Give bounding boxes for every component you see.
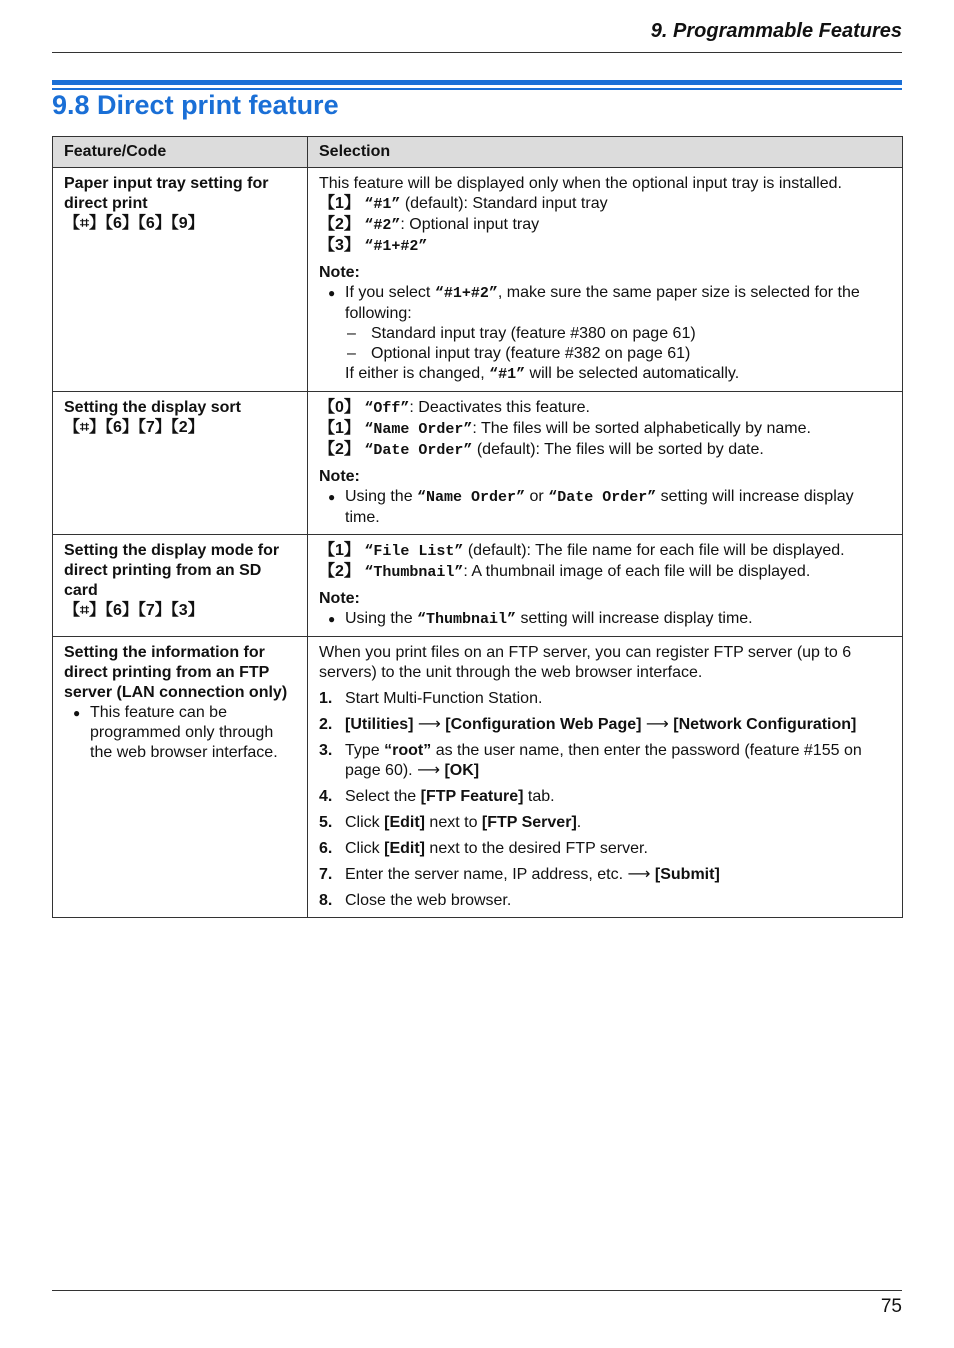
note-text: setting will increase display time.	[516, 610, 753, 627]
step-number: 8.	[319, 892, 333, 909]
option-desc: : Deactivates this feature.	[409, 399, 590, 416]
bullet-icon: ●	[328, 612, 336, 626]
option-key: 【1】	[319, 542, 360, 559]
arrow-right-icon: ⟶	[417, 762, 440, 779]
option-desc: : The files will be sorted alphabetically by name.	[472, 420, 811, 437]
note-value: “Thumbnail”	[417, 611, 517, 628]
step-text: Click	[345, 840, 385, 857]
option-key: 【2】	[319, 563, 360, 580]
feature-code: 【⌗】【6】【7】【2】	[64, 419, 204, 436]
note-text: If either is changed,	[345, 365, 490, 382]
step-text: Start Multi-Function Station.	[345, 690, 543, 707]
step-text: tab.	[523, 788, 555, 805]
step-text: Click	[345, 814, 385, 831]
option-key: 【1】	[319, 195, 360, 212]
page-number: 75	[880, 1296, 902, 1317]
dash-item	[319, 324, 892, 344]
feature-code: 【⌗】【6】【6】【9】	[64, 215, 204, 232]
table-row	[53, 392, 903, 535]
section-bar	[52, 80, 902, 85]
step-number: 7.	[319, 866, 333, 883]
selection-cell	[308, 637, 903, 918]
step-text: Close the web browser.	[345, 892, 512, 909]
step-item	[319, 891, 892, 911]
step-number: 6.	[319, 840, 333, 857]
feature-cell	[53, 535, 308, 637]
note-value: “#1+#2”	[434, 285, 498, 302]
step-item: 4. Select the [FTP Feature] tab.	[319, 788, 555, 805]
option-value: “#1+#2”	[364, 238, 428, 255]
step-text: Select the	[345, 788, 421, 805]
bullet-icon: ●	[73, 706, 81, 720]
step-number: 2.	[319, 716, 333, 733]
edit-label: Edit	[389, 814, 420, 831]
column-header-feature: Feature/Code	[53, 137, 308, 168]
edit-label: Edit	[389, 840, 420, 857]
option-value: “Thumbnail”	[364, 564, 464, 581]
note-value: “#1”	[489, 366, 526, 383]
dash-icon: –	[347, 325, 356, 342]
intro-text: This feature will be displayed only when the optional input tray is installed.	[319, 175, 842, 192]
arrow-right-icon: ⟶	[417, 716, 441, 733]
table-header-row	[53, 137, 903, 168]
dash-text: Standard input tray (feature #380 on page 61)	[371, 325, 696, 342]
selection-cell	[308, 168, 903, 392]
note-text: If you select	[345, 284, 435, 301]
ftp-server-label: FTP Server	[487, 814, 572, 831]
feature-name: Setting the information for direct printing from an FTP server (LAN connection only)	[64, 644, 288, 701]
note-item	[319, 487, 892, 528]
note-item	[319, 283, 892, 324]
step-text: next to the desired FTP server.	[424, 840, 648, 857]
option-value: “Name Order”	[364, 421, 473, 438]
note-value: “Name Order”	[417, 489, 526, 506]
note-value: “Date Order”	[548, 489, 657, 506]
note-tail	[319, 364, 892, 385]
step-text: .	[576, 814, 582, 831]
option-line	[319, 194, 892, 215]
header-rule	[52, 52, 902, 53]
option-value: “Off”	[364, 400, 410, 417]
option-key: 【2】	[319, 216, 360, 233]
intro-text: When you print files on an FTP server, you can register FTP server (up to 6 servers) to the unit through the web browser interface.	[319, 644, 852, 681]
option-key: 【2】	[319, 441, 360, 458]
note-item	[319, 609, 892, 630]
config-web-page-label: Configuration Web Page	[450, 716, 637, 733]
bullet-icon: ●	[328, 490, 336, 504]
step-number: 1.	[319, 690, 333, 707]
option-desc: : Optional input tray	[400, 216, 540, 233]
option-line	[319, 541, 892, 562]
step-number: 5.	[319, 814, 333, 831]
note-text: will be selected automatically.	[525, 365, 740, 382]
dash-item	[319, 344, 892, 364]
option-value: “File List”	[364, 543, 464, 560]
option-value: “#2”	[364, 217, 401, 234]
column-header-selection: Selection	[308, 137, 903, 168]
feature-note-text: This feature can be programmed only through the web browser interface.	[90, 704, 278, 761]
step-text: Enter the server name, IP address, etc.	[345, 866, 628, 883]
step-item	[319, 689, 892, 709]
utilities-label: Utilities	[350, 716, 409, 733]
option-line	[319, 398, 892, 419]
option-line	[319, 215, 892, 236]
feature-name: Setting the display sort	[64, 399, 241, 416]
table-row	[53, 168, 903, 392]
option-value: “#1”	[364, 196, 401, 213]
option-desc: (default): The files will be sorted by date.	[472, 441, 764, 458]
option-desc: : A thumbnail image of each file will be displayed.	[463, 563, 811, 580]
step-value: “root”	[384, 742, 432, 759]
step-item: 2. [Utilities] ⟶ [Configuration Web Page] ⟶ [Network Configuration]	[319, 716, 857, 733]
feature-cell	[53, 637, 308, 918]
note-label: Note:	[319, 590, 360, 607]
arrow-right-icon: ⟶	[627, 866, 651, 883]
step-number: 3.	[319, 742, 333, 759]
note-text: , make sure the same paper size is selected for the following:	[345, 284, 860, 322]
option-key: 【3】	[319, 237, 360, 254]
step-item: 5. Click [Edit] next to [FTP Server].	[319, 814, 582, 831]
note-text: setting will increase display time.	[345, 488, 854, 526]
section-title: 9.8 Direct print feature	[52, 90, 339, 120]
feature-table	[52, 136, 903, 918]
chapter-title: 9. Programmable Features	[650, 20, 902, 42]
table-row	[53, 637, 903, 918]
ok-label: OK	[449, 762, 474, 779]
selection-cell	[308, 392, 903, 535]
note-label: Note:	[319, 468, 360, 485]
note-text: or	[525, 488, 549, 505]
feature-name: Setting the display mode for direct printing from an SD card	[64, 542, 280, 599]
dash-text: Optional input tray (feature #382 on page 61)	[371, 345, 691, 362]
step-text: Type	[345, 742, 385, 759]
ftp-feature-label: FTP Feature	[425, 788, 519, 805]
step-item: 3. Type “root” as the user name, then enter the password (feature #155 on page 60). ⟶ [OK]	[319, 742, 862, 779]
option-key: 【0】	[319, 399, 360, 416]
table-row	[53, 535, 903, 637]
step-item: 6. Click [Edit] next to the desired FTP server.	[319, 840, 648, 857]
feature-name: Paper input tray setting for direct print	[64, 175, 269, 212]
selection-cell	[308, 535, 903, 637]
option-line	[319, 419, 892, 440]
feature-cell	[53, 168, 308, 392]
feature-note	[64, 703, 297, 763]
option-key: 【1】	[319, 420, 360, 437]
step-text: next to	[424, 814, 482, 831]
bullet-icon: ●	[328, 286, 336, 300]
submit-label: Submit	[660, 866, 715, 883]
dash-icon: –	[347, 345, 356, 362]
option-line	[319, 562, 892, 583]
arrow-right-icon: ⟶	[645, 716, 669, 733]
note-text: Using the	[345, 610, 418, 627]
note-label: Note:	[319, 264, 360, 281]
feature-cell	[53, 392, 308, 535]
footer-rule	[52, 1290, 902, 1291]
option-desc: (default): Standard input tray	[400, 195, 608, 212]
feature-code: 【⌗】【6】【7】【3】	[64, 602, 204, 619]
option-line	[319, 440, 892, 461]
network-config-label: Network Configuration	[678, 716, 852, 733]
option-line	[319, 236, 892, 257]
step-number: 4.	[319, 788, 333, 805]
option-desc: (default): The file name for each file will be displayed.	[463, 542, 845, 559]
step-text: as the user name, then enter the password (feature #155 on page 60).	[345, 742, 862, 779]
option-value: “Date Order”	[364, 442, 473, 459]
note-text: Using the	[345, 488, 418, 505]
step-item: 7. Enter the server name, IP address, etc. ⟶ [Submit]	[319, 866, 720, 883]
